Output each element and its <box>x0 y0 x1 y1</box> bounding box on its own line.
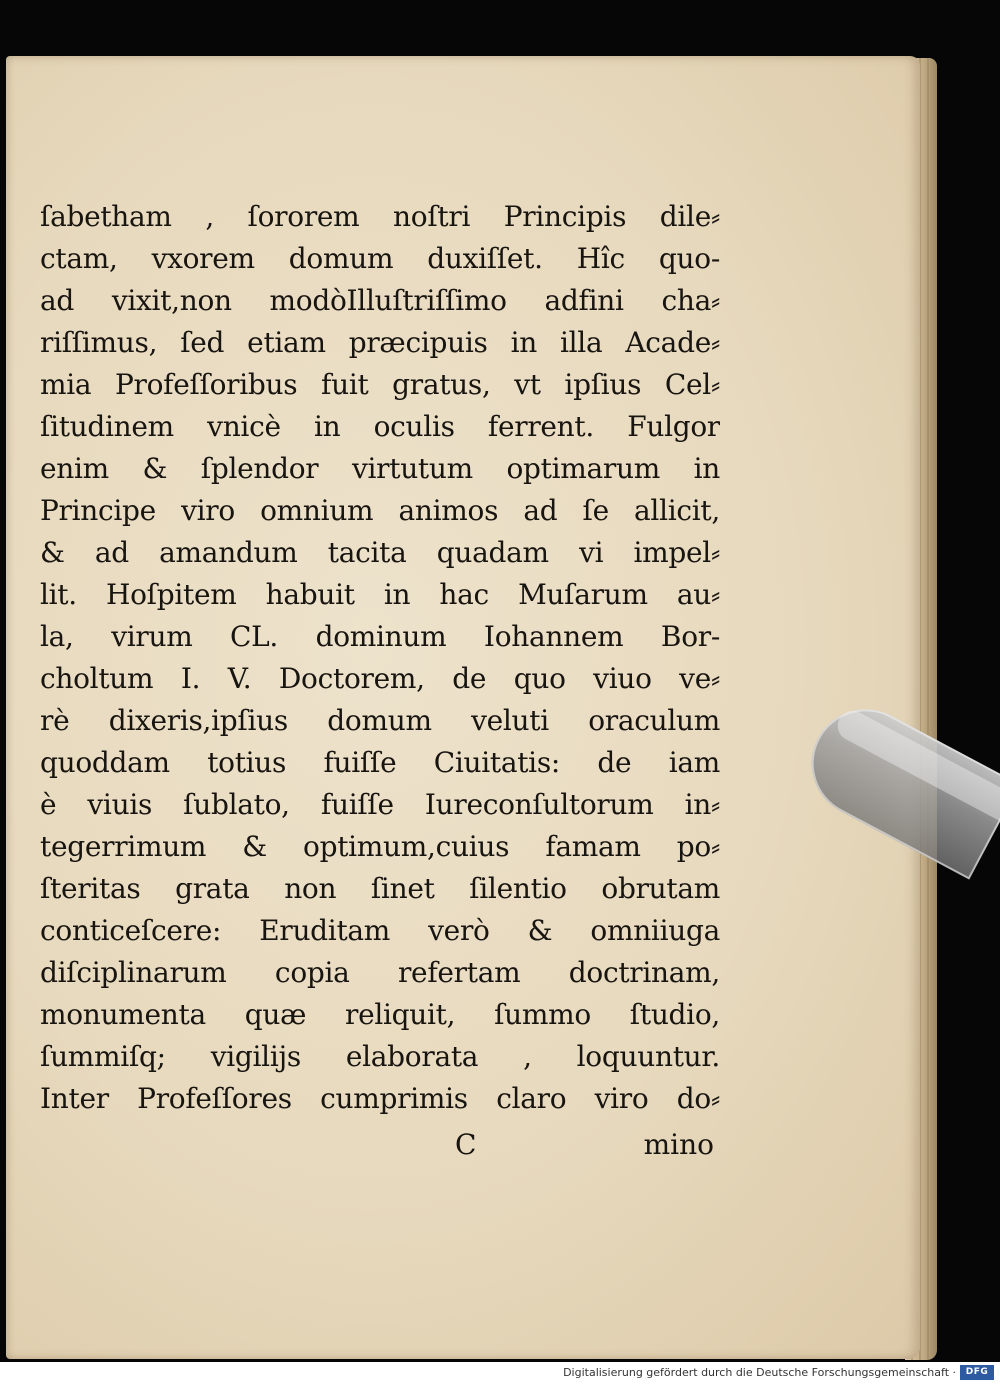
text-line: ſteritas grata non ſinet ſilentio obrutam <box>40 872 720 905</box>
text-line: riſſimus, ſed etiam præcipuis in illa Acade⸗ <box>40 326 720 359</box>
catchword: mino <box>643 1128 714 1161</box>
text-block <box>40 196 720 1120</box>
text-line: Inter Profeſſores cumprimis claro viro do⸗ <box>40 1082 720 1115</box>
text-line: enim & ſplendor virtutum optimarum in <box>40 452 720 485</box>
dfg-logo-icon: DFG <box>960 1365 994 1380</box>
signature-mark: C <box>455 1128 477 1161</box>
text-line: lit. Hoſpitem habuit in hac Muſarum au⸗ <box>40 578 720 611</box>
text-line: la, virum CL. dominum Iohannem Bor- <box>40 620 720 653</box>
text-line: monumenta quæ reliquit, ſummo ſtudio, <box>40 998 720 1031</box>
text-line: Principe viro omnium animos ad ſe allicit, <box>40 494 720 527</box>
catch-line <box>40 1124 720 1166</box>
text-line: rè dixeris,ipſius domum veluti oraculum <box>40 704 720 737</box>
digitization-credit: Digitalisierung gefördert durch die Deutsche Forschungsgemeinschaft · <box>563 1366 956 1379</box>
text-line: ſitudinem vnicè in oculis ferrent. Fulgor <box>40 410 720 443</box>
text-line: ad vixit,non modòIlluſtriſſimo adfini cha⸗ <box>40 284 720 317</box>
text-line: ctam, vxorem domum duxiſſet. Hîc quo- <box>40 242 720 275</box>
footer-bar <box>0 1362 1000 1384</box>
text-line: diſciplinarum copia refertam doctrinam, <box>40 956 720 989</box>
text-line: conticeſcere: Eruditam verò & omniiuga <box>40 914 720 947</box>
text-line: choltum I. V. Doctorem, de quo viuo ve⸗ <box>40 662 720 695</box>
text-line: mia Profeſſoribus fuit gratus, vt ipſius Cel⸗ <box>40 368 720 401</box>
text-line: è viuis ſublato, fuiſſe Iureconſultorum in⸗ <box>40 788 720 821</box>
text-line: ſabetham , ſororem noſtri Principis dile⸗ <box>40 200 720 233</box>
text-line: tegerrimum & optimum,cuius famam po⸗ <box>40 830 720 863</box>
text-line: & ad amandum tacita quadam vi impel⸗ <box>40 536 720 569</box>
text-line: quoddam totius fuiſſe Ciuitatis: de iam <box>40 746 720 779</box>
text-line: ſummiſq; vigilijs elaborata , loquuntur. <box>40 1040 720 1073</box>
book-page <box>6 56 920 1359</box>
